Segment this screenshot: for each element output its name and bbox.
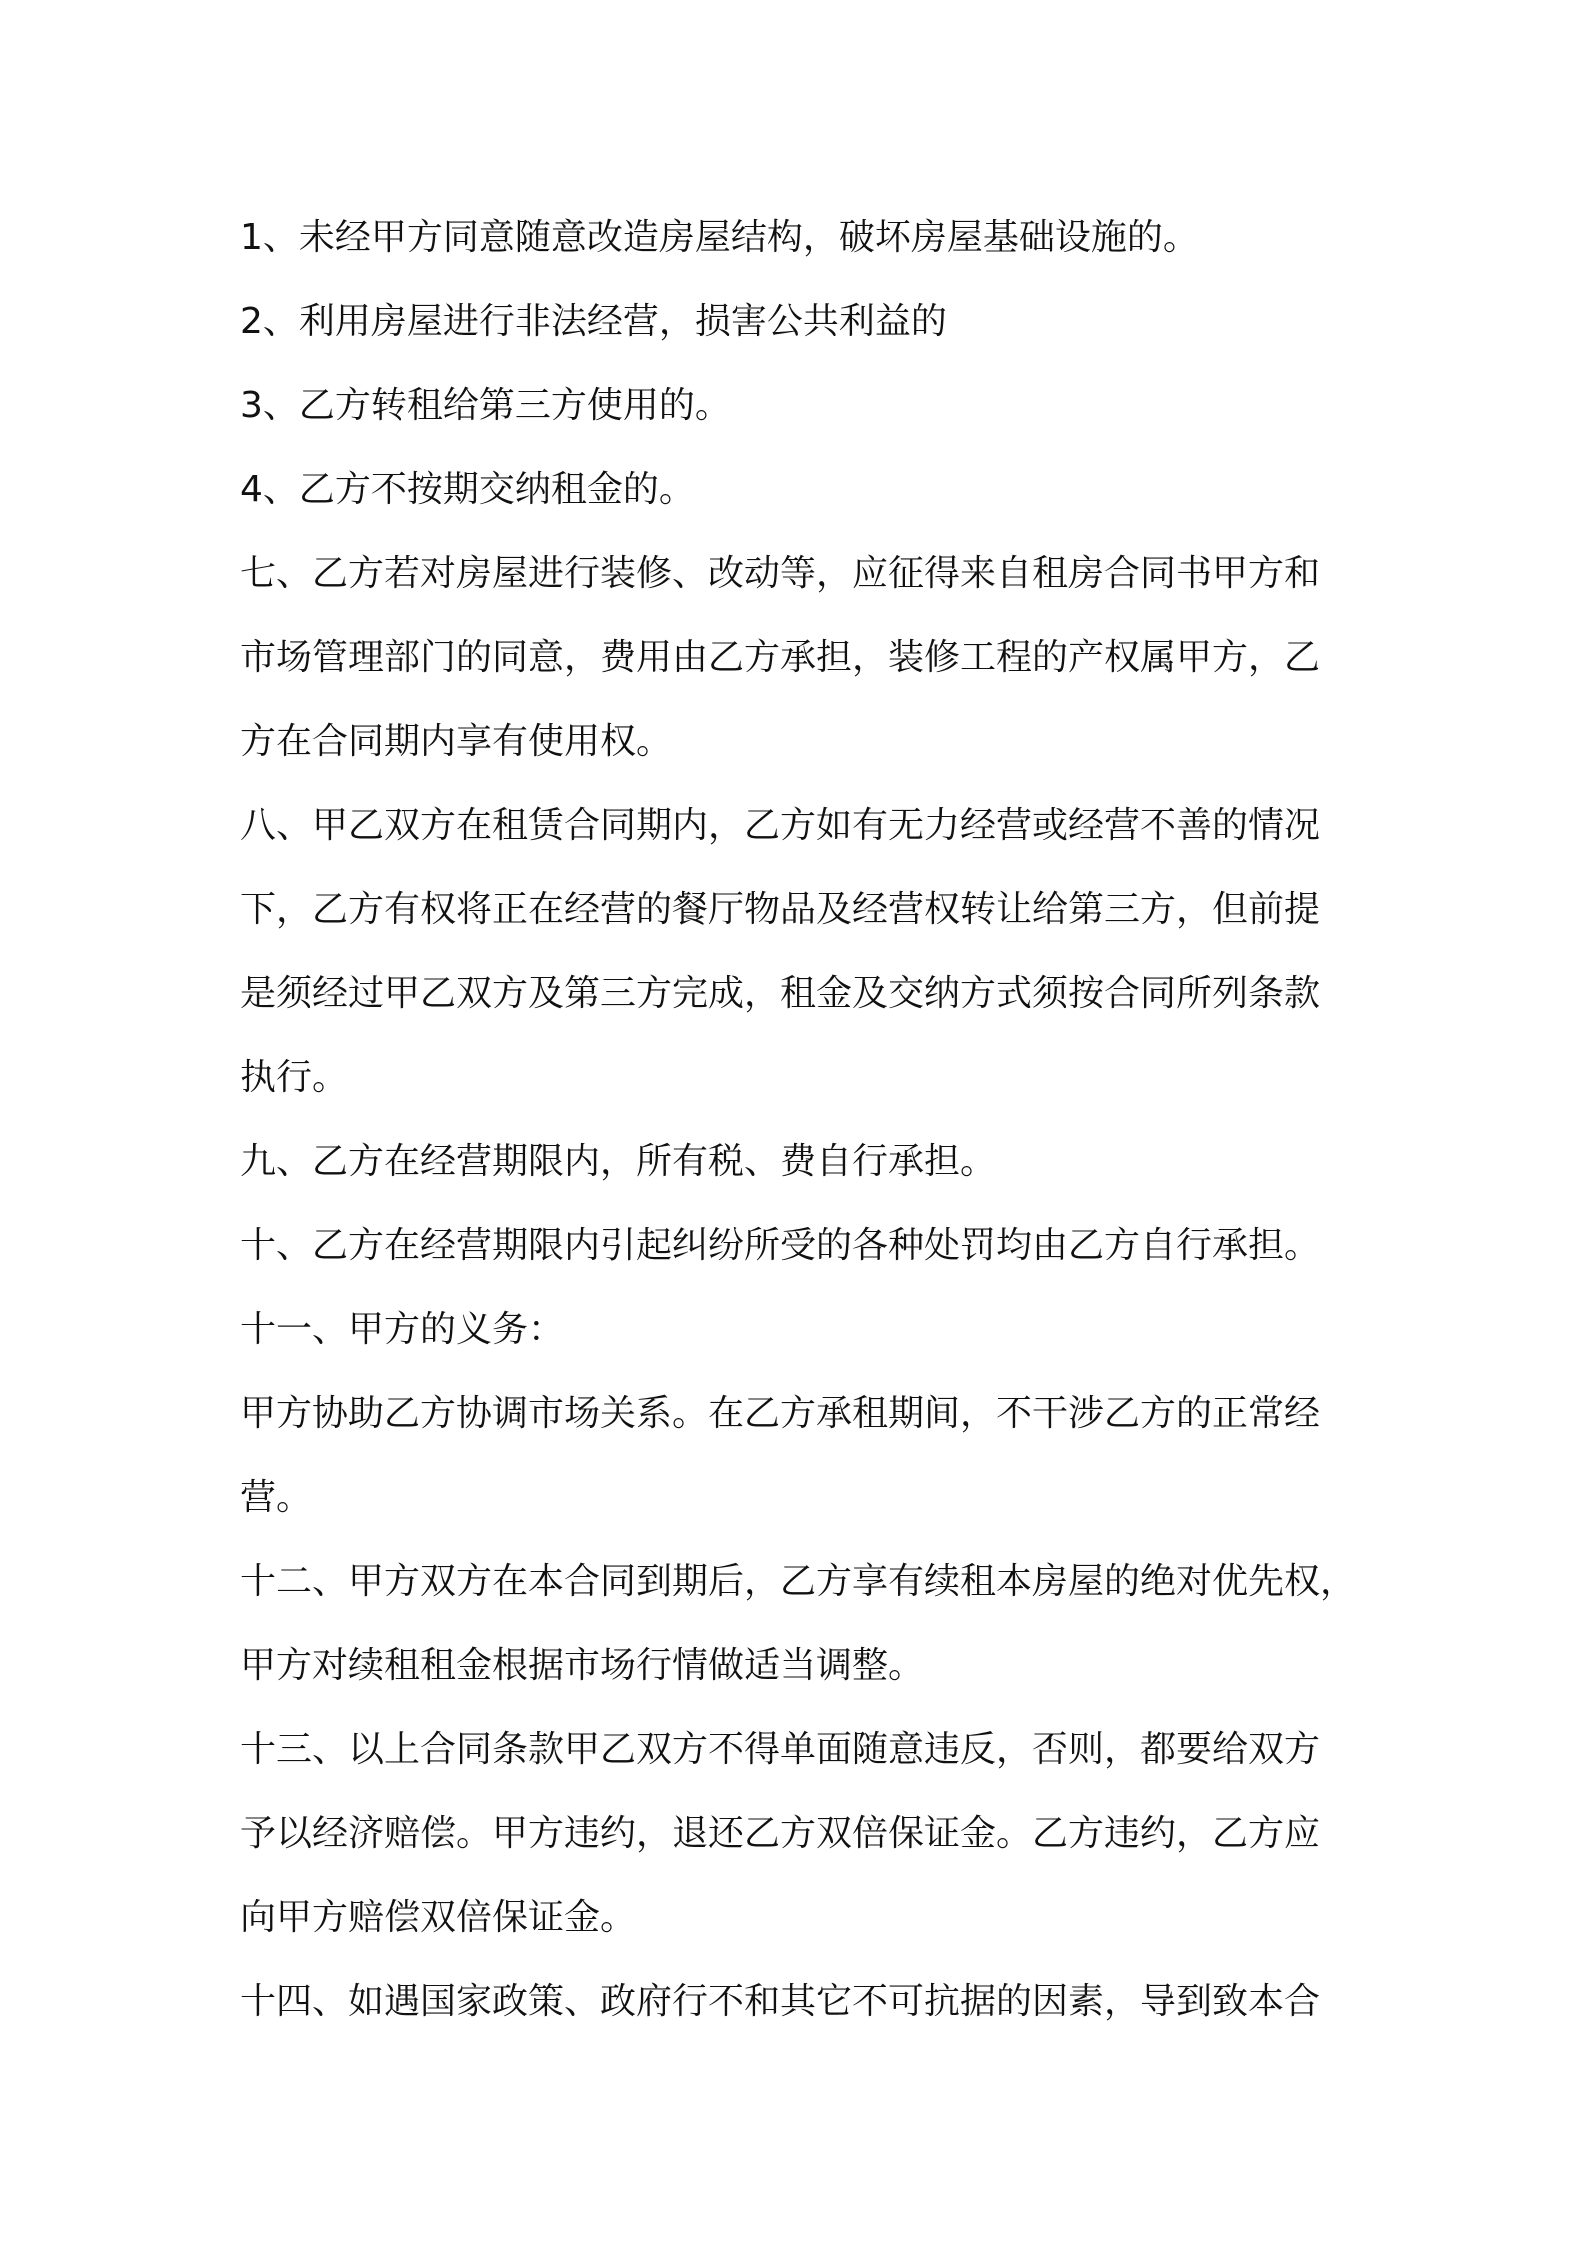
text-line: 甲方协助乙方协调市场关系。在乙方承租期间，不干涉乙方的正常经 bbox=[240, 1393, 1321, 1434]
text-line: 八、甲乙双方在租赁合同期内，乙方如有无力经营或经营不善的情况 bbox=[240, 805, 1321, 846]
text-line: 市场管理部门的同意，费用由乙方承担，装修工程的产权属甲方，乙 bbox=[240, 637, 1321, 678]
text-line: 执行。 bbox=[240, 1057, 349, 1098]
text-line: 十一、甲方的义务： bbox=[240, 1309, 565, 1350]
text-line: 营。 bbox=[240, 1477, 313, 1518]
document-body bbox=[240, 196, 1357, 2044]
text-line: 七、乙方若对房屋进行装修、改动等，应征得来自租房合同书甲方和 bbox=[240, 553, 1321, 594]
text-line: 是须经过甲乙双方及第三方完成，租金及交纳方式须按合同所列条款 bbox=[240, 973, 1321, 1014]
text-line: 九、乙方在经营期限内，所有税、费自行承担。 bbox=[240, 1141, 997, 1182]
text-line: 4、乙方不按期交纳租金的。 bbox=[240, 469, 695, 510]
text-line: 甲方对续租租金根据市场行情做适当调整。 bbox=[240, 1645, 925, 1686]
text-line: 十四、如遇国家政策、政府行不和其它不可抗据的因素，导到致本合 bbox=[240, 1981, 1321, 2022]
text-line: 十三、以上合同条款甲乙双方不得单面随意违反，否则，都要给双方 bbox=[240, 1729, 1321, 1770]
text-line: 2、利用房屋进行非法经营，损害公共利益的 bbox=[240, 301, 947, 342]
text-line: 方在合同期内享有使用权。 bbox=[240, 721, 673, 762]
text-line: 十、乙方在经营期限内引起纠纷所受的各种处罚均由乙方自行承担。 bbox=[240, 1225, 1321, 1266]
text-line: 予以经济赔偿。甲方违约，退还乙方双倍保证金。乙方违约，乙方应 bbox=[240, 1813, 1321, 1854]
text-line: 3、乙方转租给第三方使用的。 bbox=[240, 385, 731, 426]
text-line: 十二、甲方双方在本合同到期后，乙方享有续租本房屋的绝对优先权， bbox=[240, 1561, 1357, 1602]
text-line: 1、未经甲方同意随意改造房屋结构，破坏房屋基础设施的。 bbox=[240, 217, 1199, 258]
text-line: 向甲方赔偿双倍保证金。 bbox=[240, 1897, 637, 1938]
text-line: 下，乙方有权将正在经营的餐厅物品及经营权转让给第三方，但前提 bbox=[240, 889, 1321, 930]
